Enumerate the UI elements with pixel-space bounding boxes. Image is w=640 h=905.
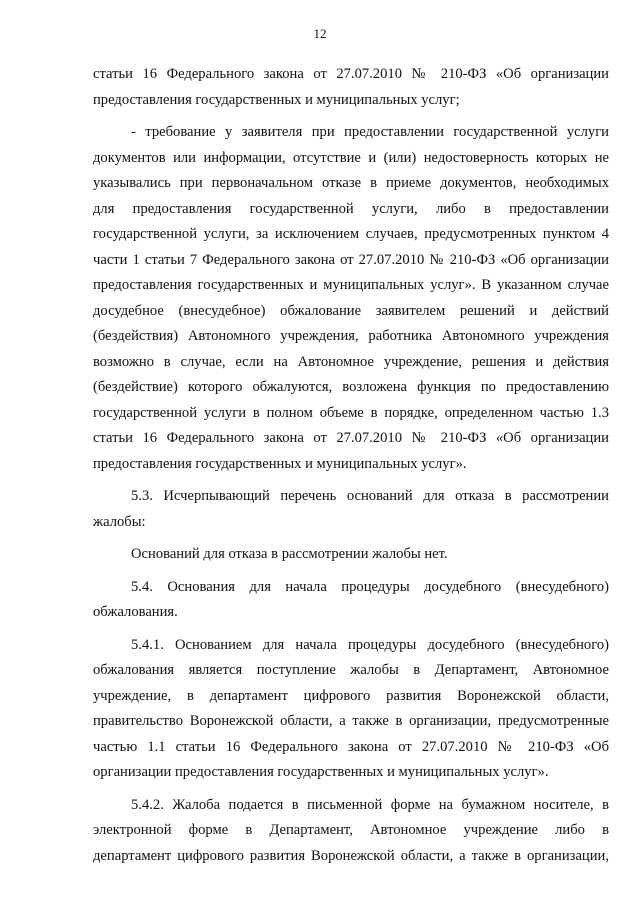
paragraph	[93, 120, 609, 477]
text-line: частью 1.1 статьи 16 Федерального закона от 27.07.2010 № 210-ФЗ «Об	[93, 738, 609, 755]
text-line: предоставления государственных и муниципальных услуг». В указанном случае	[93, 277, 609, 293]
text-line: учреждение, в департамент цифрового развития Воронежской области,	[93, 687, 609, 704]
text-line: для предоставления государственной услуги, либо в предоставлении	[93, 200, 609, 217]
text-line: электронной форме в Департамент, Автономное учреждение либо в	[93, 822, 609, 838]
text-line: предоставления государственных и муниципальных услуг;	[93, 91, 460, 108]
document-body	[93, 62, 609, 869]
paragraph	[93, 633, 609, 786]
paragraph	[93, 542, 609, 568]
text-line: предоставления государственных и муниципальных услуг».	[93, 455, 467, 472]
text-line: досудебное (внесудебное) обжалование заявителем решений и действий	[93, 302, 609, 319]
paragraph	[93, 484, 609, 535]
text-line: указывались при первоначальном отказе в приеме документов, необходимых	[93, 175, 609, 191]
paragraph	[93, 62, 609, 113]
text-line: документов или информации, отсутствие и (или) недостоверность которых не	[93, 149, 609, 166]
paragraph	[93, 575, 609, 626]
text-line: 5.3. Исчерпывающий перечень оснований для отказа в рассмотрении	[131, 488, 609, 504]
text-line: (бездействие) которого обжалуются, возложена функция по предоставлению	[93, 379, 609, 395]
text-line: правительство Воронежской области, а также в организации, предусмотренные	[93, 713, 609, 729]
text-line: Оснований для отказа в рассмотрении жалобы нет.	[131, 546, 448, 562]
text-line: 5.4. Основания для начала процедуры досудебного (внесудебного)	[131, 578, 609, 595]
page-number: 12	[313, 26, 327, 41]
text-line: жалобы:	[93, 513, 146, 530]
text-line: обжалования.	[93, 604, 178, 620]
text-line: государственной услуги в полном объеме в порядке, определенном частью 1.3	[93, 404, 609, 421]
paragraph	[93, 793, 609, 870]
text-line: департамент цифрового развития Воронежской области, а также в организации,	[93, 847, 609, 864]
text-line: возможно в случае, если на Автономное учреждение, решения и действия	[93, 353, 609, 370]
text-line: - требование у заявителя при предоставлении государственной услуги	[131, 124, 609, 140]
text-line: статьи 16 Федерального закона от 27.07.2010 № 210-ФЗ «Об организации	[93, 66, 609, 82]
text-line: статьи 16 Федерального закона от 27.07.2010 № 210-ФЗ «Об организации	[93, 430, 609, 446]
text-line: части 1 статьи 7 Федерального закона от 27.07.2010 № 210-ФЗ «Об организации	[93, 251, 609, 268]
text-line: организации предоставления государственных и муниципальных услуг».	[93, 764, 549, 780]
text-line: государственной услуги, за исключением случаев, предусмотренных пунктом 4	[93, 226, 609, 242]
text-line: (бездействия) Автономного учреждения, работника Автономного учреждения	[93, 328, 609, 344]
text-line: 5.4.2. Жалоба подается в письменной форме на бумажном носителе, в	[131, 796, 609, 813]
text-line: 5.4.1. Основанием для начала процедуры досудебного (внесудебного)	[131, 636, 609, 653]
text-line: обжалования является поступление жалобы в Департамент, Автономное	[93, 662, 609, 678]
